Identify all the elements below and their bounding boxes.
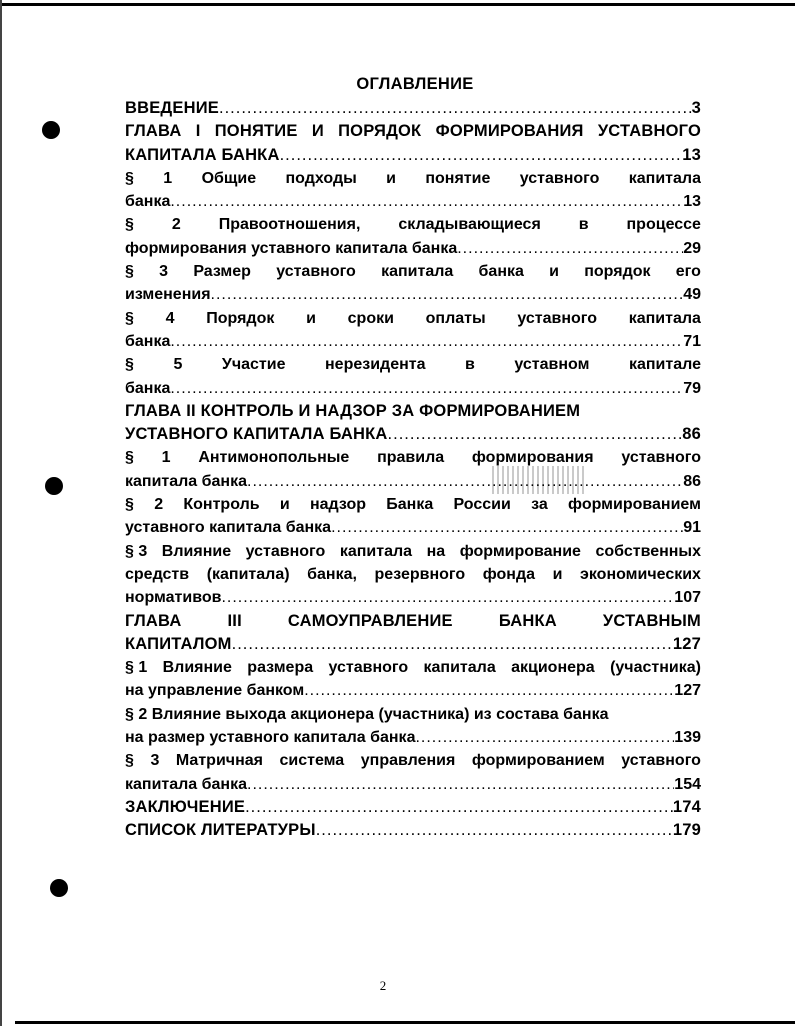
toc-word: на (426, 542, 446, 560)
toc-word: и (306, 309, 316, 327)
toc-word: понятие (425, 169, 491, 187)
toc-line (125, 213, 701, 236)
dot-leader (316, 819, 673, 842)
punch-hole-top (42, 121, 60, 139)
toc-word: уставном (514, 356, 590, 374)
dot-leader (247, 470, 683, 493)
toc-page-number: 86 (683, 472, 701, 490)
toc-word: § (125, 263, 134, 281)
toc-word: Правоотношения, (218, 216, 361, 234)
toc-line (125, 749, 701, 772)
toc-word: складывающиеся (398, 216, 541, 234)
toc-word: Контроль (183, 496, 260, 514)
toc-entry-text: формирования уставного капитала банка (125, 239, 458, 257)
dot-leader (331, 516, 683, 539)
toc-line (125, 563, 701, 586)
toc-word: собственных (595, 542, 701, 560)
toc-line (125, 353, 701, 376)
bottom-scan-border (15, 1021, 795, 1024)
toc-word: правила (377, 449, 445, 467)
punch-hole-middle (45, 477, 63, 495)
toc-word: управления (360, 752, 456, 770)
toc-word: § 3 (125, 542, 148, 560)
toc-word: капитала (628, 169, 701, 187)
toc-word: § (125, 449, 134, 467)
dot-leader (170, 377, 683, 400)
toc-page-number: 139 (674, 729, 701, 747)
toc-page-number: 49 (683, 286, 701, 304)
dot-leader (388, 423, 683, 446)
toc-line (125, 144, 701, 167)
dot-leader (247, 773, 674, 796)
toc-entry-text: на размер уставного капитала банка (125, 729, 416, 747)
toc-word: ФОРМИРОВАНИЯ (435, 122, 584, 141)
dot-leader (232, 633, 673, 656)
toc-word: уставного (621, 449, 701, 467)
toc-entry-text: КАПИТАЛА БАНКА (125, 145, 280, 164)
toc-page-number: 174 (672, 797, 701, 816)
toc-word: Порядок (206, 309, 275, 327)
toc-line (125, 167, 701, 190)
dot-leader (457, 237, 683, 260)
toc-word: И (311, 122, 324, 141)
toc-entry-text: банка (125, 193, 171, 211)
toc-word: и (279, 496, 290, 514)
toc-page-number: 179 (672, 821, 701, 840)
toc-word: ГЛАВА (125, 122, 182, 141)
dot-leader (170, 190, 683, 213)
toc-page-number: 29 (683, 239, 701, 257)
toc-word: система (279, 752, 345, 770)
toc-title: ОГЛАВЛЕНИЕ (356, 75, 474, 93)
toc-word: УСТАВНЫМ (602, 611, 701, 630)
toc-word: I (195, 122, 201, 141)
toc-line (125, 679, 701, 702)
toc-word: надзор (309, 496, 366, 514)
toc-line (125, 190, 701, 213)
toc-entry-text: изменения (125, 286, 211, 304)
toc-entry-text: банка (125, 332, 171, 350)
toc-word: 1 (161, 449, 171, 467)
toc-word: Влияние (162, 659, 232, 677)
toc-word: Банка (386, 496, 434, 514)
toc-page-number: 91 (683, 519, 701, 537)
toc-word: 3 (150, 752, 160, 770)
toc-line (125, 446, 701, 469)
toc-word: § (125, 216, 134, 234)
toc-word: банка, (307, 565, 357, 583)
toc-line (125, 773, 701, 796)
toc-word: уставного (517, 309, 598, 327)
toc-line (125, 610, 701, 633)
toc-word: § (125, 356, 134, 374)
toc-entry-text: СПИСОК ЛИТЕРАТУРЫ (125, 821, 316, 840)
toc-word: § 1 (125, 659, 148, 677)
toc-word: 2 (171, 216, 181, 234)
toc-word: процессе (626, 216, 701, 234)
page-number: 2 (379, 978, 387, 993)
toc-word: БАНКА (498, 611, 557, 630)
toc-word: формирование (459, 542, 581, 560)
dot-leader (221, 586, 674, 609)
toc-word: ПОНЯТИЕ (214, 122, 298, 141)
toc-word: порядок (584, 263, 651, 281)
toc-entry-text: капитала банка (125, 472, 247, 490)
toc-word: формирования (471, 449, 594, 467)
toc-line (125, 703, 701, 726)
toc-word: России (453, 496, 511, 514)
toc-line (125, 283, 701, 306)
toc-page-number: 107 (674, 589, 701, 607)
toc-word: уставного (519, 169, 600, 187)
toc-entry-text: ГЛАВА II КОНТРОЛЬ И НАДЗОР ЗА ФОРМИРОВАНИЕМ (125, 401, 581, 420)
toc-word: капитала (423, 659, 496, 677)
toc-word: сроки (347, 309, 394, 327)
table-of-contents (125, 97, 701, 843)
toc-word: 4 (165, 309, 175, 327)
toc-word: фонда (482, 565, 535, 583)
toc-line (125, 120, 701, 143)
toc-page-number: 127 (674, 682, 701, 700)
toc-word: уставного (245, 542, 326, 560)
toc-line (125, 656, 701, 679)
toc-entry-text: КАПИТАЛОМ (125, 634, 232, 653)
toc-word: и (386, 169, 396, 187)
toc-line (125, 586, 701, 609)
toc-word: оплаты (425, 309, 486, 327)
toc-line (125, 307, 701, 330)
dot-leader (245, 796, 673, 819)
toc-line (125, 633, 701, 656)
toc-word: § (125, 169, 134, 187)
toc-word: 2 (154, 496, 164, 514)
toc-word: САМОУПРАВЛЕНИЕ (287, 611, 453, 630)
toc-word: в (465, 356, 475, 374)
toc-entry-text: на управление банком (125, 682, 305, 700)
toc-page-number: 127 (672, 634, 701, 653)
toc-word: Участие (221, 356, 286, 374)
toc-page-number: 79 (683, 379, 701, 397)
toc-word: резервного (374, 565, 466, 583)
toc-line (125, 540, 701, 563)
toc-word: уставного (621, 752, 701, 770)
toc-line (125, 260, 701, 283)
toc-line (125, 237, 701, 260)
toc-word: его (675, 263, 701, 281)
toc-line (125, 726, 701, 749)
toc-word: 5 (173, 356, 183, 374)
toc-page-number: 3 (691, 99, 701, 117)
toc-word: акционера (511, 659, 595, 677)
toc-page-number: 154 (674, 775, 701, 793)
toc-word: (капитала) (206, 565, 290, 583)
toc-word: формированием (568, 496, 701, 514)
toc-word: Влияние (161, 542, 232, 560)
toc-word: III (227, 611, 242, 630)
toc-line (125, 377, 701, 400)
top-scan-border (0, 3, 795, 6)
toc-word: УСТАВНОГО (597, 122, 701, 141)
toc-word: средств (125, 565, 190, 583)
toc-word: 1 (163, 169, 173, 187)
toc-page-number: 71 (683, 332, 701, 350)
toc-line (125, 330, 701, 353)
toc-word: Антимонопольные (198, 449, 350, 467)
toc-word: и (549, 263, 559, 281)
toc-word: Матричная (175, 752, 263, 770)
toc-entry-text: капитала банка (125, 775, 247, 793)
toc-word: Размер (193, 263, 251, 281)
dot-leader (415, 726, 674, 749)
scan-smudge (492, 466, 587, 494)
toc-word: капитала (381, 263, 454, 281)
toc-word: капитала (339, 542, 413, 560)
toc-word: ПОРЯДОК (338, 122, 422, 141)
toc-page-number: 86 (682, 425, 701, 444)
toc-word: экономических (580, 565, 701, 583)
toc-entry-text: § 2 Влияние выхода акционера (участника) из состава банка (125, 705, 609, 723)
toc-entry-text: ВВЕДЕНИЕ (125, 99, 219, 117)
toc-word: 3 (159, 263, 169, 281)
toc-word: формированием (471, 752, 605, 770)
toc-line (125, 493, 701, 516)
toc-word: Общие (201, 169, 257, 187)
toc-word: (участника) (610, 659, 701, 677)
toc-entry-text: нормативов (125, 589, 222, 607)
toc-word: уставного (328, 659, 409, 677)
toc-word: подходы (285, 169, 357, 187)
toc-line (125, 796, 701, 819)
toc-word: уставного (276, 263, 356, 281)
toc-word: и (552, 565, 563, 583)
toc-word: § (125, 496, 134, 514)
toc-entry-text: УСТАВНОГО КАПИТАЛА БАНКА (125, 425, 388, 444)
toc-word: капитала (628, 309, 701, 327)
punch-hole-bottom (50, 879, 68, 897)
toc-line (125, 470, 701, 493)
toc-line (125, 516, 701, 539)
toc-line (125, 819, 701, 842)
toc-word: капитале (628, 356, 701, 374)
dot-leader (170, 330, 683, 353)
dot-leader (304, 679, 674, 702)
toc-word: § (125, 309, 134, 327)
toc-word: § (125, 752, 134, 770)
toc-word: банка (478, 263, 524, 281)
toc-word: в (578, 216, 589, 234)
dot-leader (211, 283, 684, 306)
toc-line (125, 423, 701, 446)
toc-entry-text: ЗАКЛЮЧЕНИЕ (125, 797, 246, 816)
left-scan-edge (0, 0, 2, 1026)
toc-word: за (531, 496, 548, 514)
dot-leader (280, 144, 683, 167)
toc-line (125, 400, 701, 423)
toc-line (125, 97, 701, 120)
toc-page-number: 13 (682, 145, 701, 164)
dot-leader (219, 97, 692, 120)
toc-word: нерезидента (325, 356, 426, 374)
toc-page-number: 13 (683, 193, 701, 211)
toc-entry-text: уставного капитала банка (125, 519, 332, 537)
toc-word: ГЛАВА (125, 611, 182, 630)
toc-word: размера (247, 659, 314, 677)
toc-entry-text: банка (125, 379, 171, 397)
